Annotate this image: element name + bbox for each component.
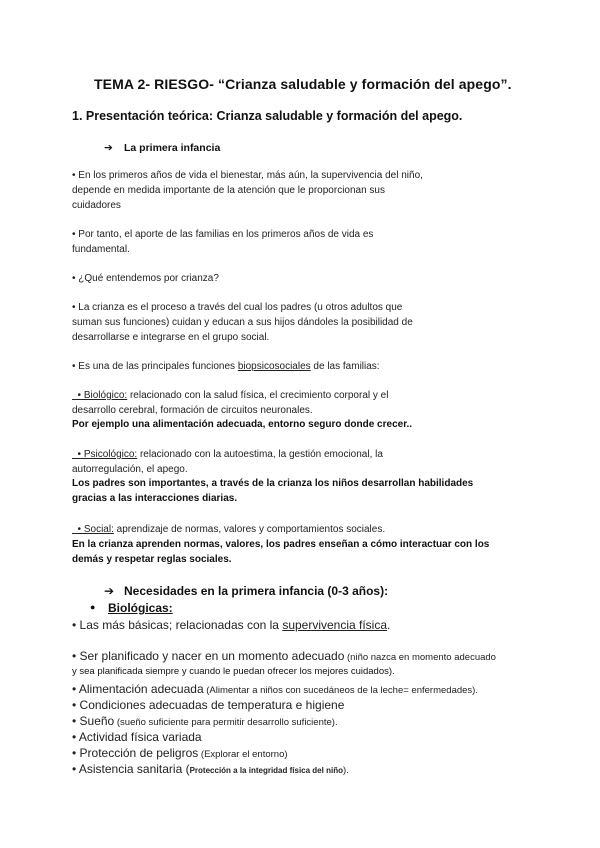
need-item: • Condiciones adecuadas de temperatura e higiene xyxy=(72,698,345,712)
paragraph-line: fundamental. xyxy=(72,244,130,255)
paragraph-line: depende en medida importante de la atención que le proporcionan sus xyxy=(72,185,385,196)
paragraph-line: • Por tanto, el aporte de las familias en los primeros años de vida es xyxy=(72,229,374,240)
bullet-icon: ● xyxy=(90,602,96,612)
paragraph-line: • En los primeros años de vida el bienestar, más aún, la supervivencia del niño, xyxy=(72,170,423,181)
need-item: • Alimentación adecuada (Alimentar a niños con sucedáneos de la leche= enfermedades). xyxy=(72,682,478,696)
underlined-term: biopsicosociales xyxy=(237,361,311,372)
bold-example: demás y respetar reglas sociales. xyxy=(72,554,232,565)
social-line: • Social: aprendizaje de normas, valores y comportamientos sociales. xyxy=(72,524,386,535)
need-item: • Protección de peligros (Explorar el entorno) xyxy=(72,746,288,760)
subheading-primera-infancia: ➔ La primera infancia xyxy=(104,142,221,154)
need-item-continuation: y sea planificada siempre y cuando le puedan ofrecer los mejores cuidados). xyxy=(72,666,395,677)
need-item: • Las más básicas; relacionadas con la supervivencia física. xyxy=(72,618,391,632)
biologico-line: • Biológico: relacionado con la salud física, el crecimiento corporal y el xyxy=(72,390,389,401)
arrow-right-icon: ➔ xyxy=(104,584,115,598)
paragraph-line: • ¿Qué entendemos por crianza? xyxy=(72,273,219,284)
arrow-right-icon: ➔ xyxy=(104,142,113,154)
paragraph-line: suman sus funciones) cuidan y educan a sus hijos dándoles la posibilidad de xyxy=(72,317,413,328)
need-item: • Asistencia sanitaria (Protección a la integridad física del niño). xyxy=(72,762,349,776)
underlined-term: supervivencia física xyxy=(282,618,388,632)
section-heading: 1. Presentación teórica: Crianza saludable y formación del apego. xyxy=(72,109,463,123)
paragraph-line: desarrollarse e integrarse en el grupo social. xyxy=(72,332,270,343)
paragraph-line: desarrollo cerebral, formación de circuitos neuronales. xyxy=(72,405,313,416)
paragraph-line: autorregulación, el apego. xyxy=(72,464,188,475)
need-item: • Sueño (sueño suficiente para permitir desarrollo suficiente). xyxy=(72,714,338,728)
subheading-necesidades: ➔ Necesidades en la primera infancia (0-3 años): xyxy=(104,584,389,598)
need-item: • Ser planificado y nacer en un momento adecuado (niño nazca en momento adecuado xyxy=(72,649,496,663)
bold-example: Los padres son importantes, a través de la crianza los niños desarrollan habilidades xyxy=(72,478,474,489)
paragraph-line: • Es una de las principales funciones biopsicosociales de las familias: xyxy=(72,361,380,372)
document-title: TEMA 2- RIESGO- “Crianza saludable y formación del apego”. xyxy=(94,76,512,92)
bold-example: gracias a las interacciones diarias. xyxy=(72,493,238,504)
bold-example: Por ejemplo una alimentación adecuada, entorno seguro donde crecer.. xyxy=(72,419,413,430)
psicologico-line: • Psicológico: relacionado con la autoestima, la gestión emocional, la xyxy=(72,449,383,460)
subheading-biologicas: ● Biológicas: xyxy=(90,601,173,615)
paragraph-line: • La crianza es el proceso a través del cual los padres (u otros adultos que xyxy=(72,302,403,313)
paragraph-line: cuidadores xyxy=(72,200,121,211)
bold-example: En la crianza aprenden normas, valores, los padres enseñan a cómo interactuar con los xyxy=(72,539,490,550)
need-item: • Actividad física variada xyxy=(72,730,202,744)
